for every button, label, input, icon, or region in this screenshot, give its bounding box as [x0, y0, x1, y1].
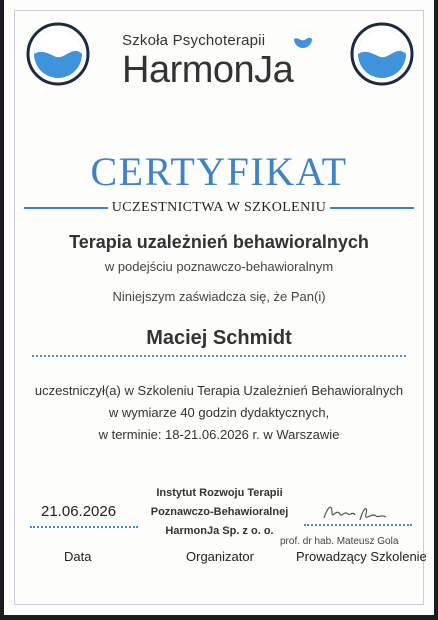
description-line-3: w terminie: 18-21.06.2026 r. w Warszawie	[98, 427, 340, 442]
brand-accent: a	[272, 49, 294, 91]
course-approach: w podejściu poznawczo-behawioralnym	[104, 259, 334, 274]
title-rule-right	[330, 207, 414, 209]
signature-icon	[320, 500, 390, 526]
certificate-subtitle: UCZESTNICTWA W SZKOLENIU	[111, 200, 327, 215]
recipient-dotted-line	[32, 355, 406, 357]
date-dotted-line	[30, 526, 138, 528]
school-name: Szkoła Psychoterapii	[122, 32, 266, 49]
organizer-line-1: Instytut Rozwoju Terapii	[156, 487, 283, 499]
brand-logo-text	[122, 50, 293, 90]
date-label: Data	[64, 549, 92, 564]
organizer-label: Organizator	[186, 549, 254, 564]
certificate-sheet	[4, 0, 434, 615]
course-title: Terapia uzależnień behawioralnych	[69, 232, 369, 252]
description-line-2: w wymiarze 40 godzin dydaktycznych,	[108, 405, 330, 420]
declaration-text: Niniejszym zaświadcza się, że Pan(i)	[112, 289, 326, 304]
yin-yang-logo-icon	[26, 22, 90, 86]
brand-swirl-icon	[292, 28, 314, 50]
signature-dotted-line	[304, 524, 412, 526]
organizer-line-2: Poznawczo-Behawioralnej	[150, 506, 289, 518]
organizer-block	[147, 484, 292, 541]
lecturer-label: Prowadzący Szkolenie	[296, 549, 427, 564]
date-value: 21.06.2026	[41, 503, 117, 520]
recipient-name: Maciej Schmidt	[146, 327, 292, 349]
organizer-line-3: HarmonJa Sp. z o. o.	[165, 525, 274, 537]
certificate-title: CERTYFIKAT	[90, 149, 348, 194]
yin-yang-logo-icon	[350, 22, 414, 86]
brand-main: HarmonJ	[122, 49, 273, 91]
lecturer-name: prof. dr hab. Mateusz Gola	[280, 536, 399, 547]
description-line-1: uczestniczył(a) w Szkoleniu Terapia Uzależnień Behawioralnych	[34, 383, 404, 398]
